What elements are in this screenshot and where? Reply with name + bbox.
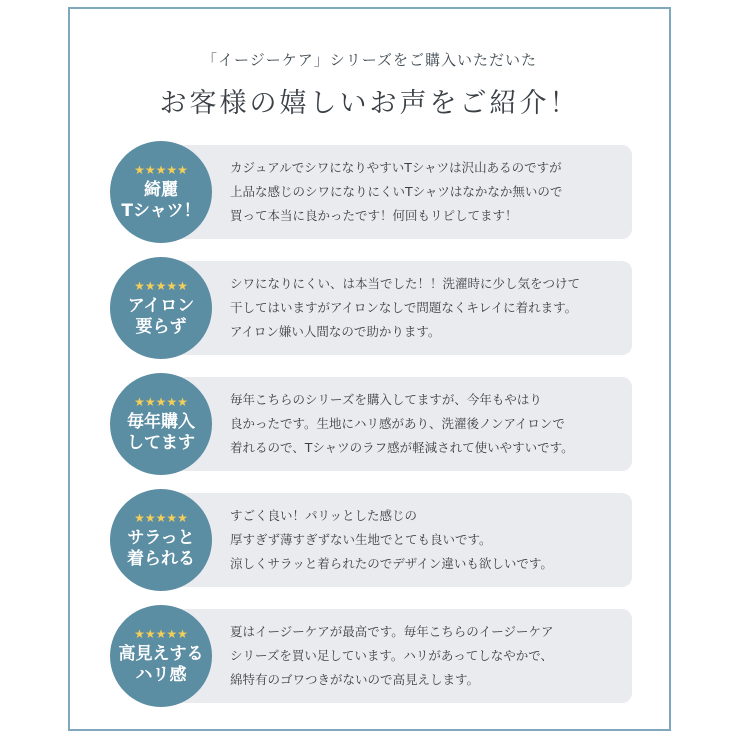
star-rating-icon: ★★★★★ [134,162,188,177]
review-text-line: シリーズを買い足しています。ハリがあってしなやかで、 [230,648,554,663]
star-rating-icon: ★★★★★ [134,278,188,293]
review-bubble [160,609,632,703]
review-badge [110,605,212,707]
review-text-line: 厚すぎず薄すぎずない生地でとても良いです。 [230,532,492,547]
review-text-line: 良かったです。生地にハリ感があり、洗濯後ノンアイロンで [230,416,565,431]
review-card [110,489,632,591]
badge-label: ハリ感 [135,664,187,685]
review-card [110,373,632,475]
badge-label: サラっと [127,527,195,548]
badge-label: 着られる [127,548,195,569]
review-badge [110,257,212,359]
review-card [110,257,632,359]
badge-label: 高見えする [118,643,204,664]
review-text-line: 夏はイージーケアが最高です。毎年こちらのイージーケア [230,624,554,639]
badge-label: 綺麗 [144,179,178,200]
review-bubble [160,145,632,239]
badge-label: してます [127,432,195,453]
review-badge [110,141,212,243]
review-badge [110,373,212,475]
page-subtitle: 「イージーケア」シリーズをご購入いただいた [202,51,537,69]
star-rating-icon: ★★★★★ [134,510,188,525]
review-text-line: 買って本当に良かったです！何回もリピしてます！ [230,208,518,223]
star-rating-icon: ★★★★★ [134,394,188,409]
review-frame [68,7,671,731]
review-text-line: 毎年こちらのシリーズを購入してますが、今年もやはり [230,392,542,407]
review-text-line: 上品な感じのシワになりにくいTシャツはなかなか無いので [230,184,563,199]
review-text-line: すごく良い！パリッとした感じの [230,508,418,523]
page-title: お客様の嬉しいお声をご紹介！ [159,88,580,119]
review-text-line: 綿特有のゴワつきがないので高見えします。 [230,672,480,687]
review-bubble [160,377,632,471]
badge-label: Tシャツ！ [121,200,201,221]
review-bubble [160,261,632,355]
review-badge [110,489,212,591]
review-text-line: 干してはいますがアイロンなしで問題なくキレイに着れます。 [230,300,578,315]
review-text-line: アイロン嫌い人間なので助かります。 [230,324,441,339]
review-bubble [160,493,632,587]
review-card [110,141,632,243]
badge-label: 毎年購入 [127,411,195,432]
review-text-line: 着れるので、Tシャツのラフ感が軽減されて使いやすいです。 [230,440,574,455]
review-text-line: カジュアルでシワになりやすいTシャツは沢山あるのですが [230,160,562,175]
review-card [110,605,632,707]
star-rating-icon: ★★★★★ [134,626,188,641]
review-text-line: シワになりにくい、は本当でした！！洗濯時に少し気をつけて [230,276,581,291]
badge-label: アイロン [127,295,195,316]
review-text-line: 涼しくサラッと着られたのでデザイン違いも欲しいです。 [230,556,553,571]
badge-label: 要らず [135,316,187,337]
